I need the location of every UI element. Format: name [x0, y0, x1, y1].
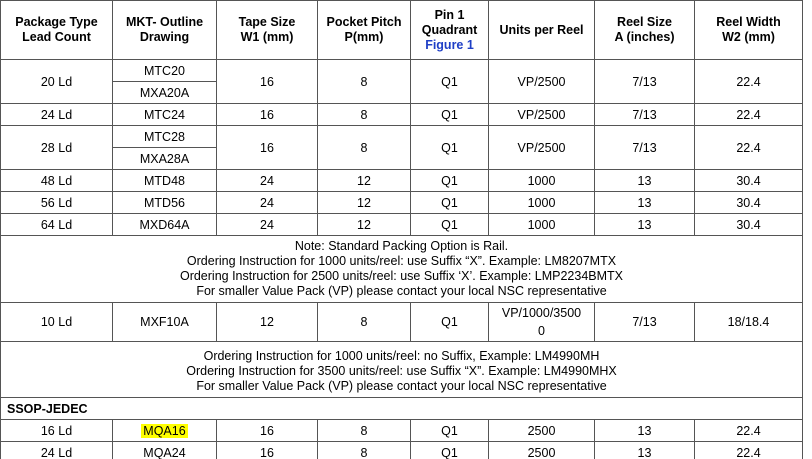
units-cell: 2500 [489, 442, 595, 459]
drawing-cell: MTC24 [113, 104, 217, 126]
table-row [1, 303, 803, 342]
section-label: SSOP-JEDEC [1, 398, 803, 420]
section-row [1, 398, 803, 420]
reel-size-cell: 13 [595, 192, 695, 214]
tape-size-cell: 16 [217, 126, 318, 170]
note-row [1, 236, 803, 303]
note-line: Ordering Instruction for 1000 units/reel: use Suffix “X”. Example: LM8207MTX [186, 254, 617, 268]
drawing-cell: MTD48 [113, 170, 217, 192]
table-row [1, 214, 803, 236]
reel-size-cell: 7/13 [595, 104, 695, 126]
units-cell: 2500 [489, 420, 595, 442]
pin-quadrant-cell: Q1 [411, 442, 489, 459]
lead-count-cell: 20 Ld [1, 60, 113, 104]
reel-size-cell: 13 [595, 442, 695, 459]
table-row [1, 442, 803, 459]
drawing-cell: MXA20A [113, 82, 217, 104]
pin-quadrant-cell: Q1 [411, 192, 489, 214]
reel-width-cell: 30.4 [695, 170, 803, 192]
note-line: Ordering Instruction for 3500 units/reel: use Suffix “X”. Example: LM4990MHX [186, 364, 617, 378]
table-row [1, 104, 803, 126]
units-cell: VP/2500 [489, 104, 595, 126]
pin-quadrant-cell: Q1 [411, 303, 489, 342]
table-row [1, 192, 803, 214]
table-row [1, 420, 803, 442]
figure-1-link[interactable]: Figure 1 [425, 37, 474, 52]
col-reel-width: Reel Width W2 (mm) [695, 1, 803, 60]
units-cell: VP/2500 [489, 60, 595, 104]
drawing-cell [113, 420, 217, 442]
col-pocket-pitch: Pocket Pitch P(mm) [318, 1, 411, 60]
units-cell: VP/1000/3500 0 [489, 303, 595, 342]
pin-quadrant-cell: Q1 [411, 60, 489, 104]
reel-width-cell: 22.4 [695, 442, 803, 459]
drawing-cell: MXF10A [113, 303, 217, 342]
table-row [1, 170, 803, 192]
reel-size-cell: 13 [595, 420, 695, 442]
units-cell: 1000 [489, 170, 595, 192]
lead-count-cell: 28 Ld [1, 126, 113, 170]
ordering-note [1, 342, 803, 398]
note-line: Ordering Instruction for 1000 units/reel: no Suffix, Example: LM4990MH [203, 349, 600, 363]
pin-quadrant-cell: Q1 [411, 104, 489, 126]
pocket-pitch-cell: 8 [318, 442, 411, 459]
pin-quadrant-cell: Q1 [411, 170, 489, 192]
tape-size-cell: 24 [217, 170, 318, 192]
tape-size-cell: 16 [217, 60, 318, 104]
pocket-pitch-cell: 12 [318, 170, 411, 192]
note-row [1, 342, 803, 398]
highlighted-drawing: MQA16 [143, 423, 186, 438]
drawing-cell: MTC20 [113, 60, 217, 82]
lead-count-cell: 24 Ld [1, 104, 113, 126]
units-cell: VP/2500 [489, 126, 595, 170]
ordering-note [1, 236, 803, 303]
reel-width-cell: 30.4 [695, 214, 803, 236]
col-lead-count: Package Type Lead Count [1, 1, 113, 60]
lead-count-cell: 64 Ld [1, 214, 113, 236]
reel-width-cell: 22.4 [695, 104, 803, 126]
reel-size-cell: 13 [595, 170, 695, 192]
pocket-pitch-cell: 12 [318, 192, 411, 214]
col-pin1-quadrant: Pin 1 Quadrant Figure 1 [411, 1, 489, 60]
reel-width-cell: 22.4 [695, 60, 803, 104]
lead-count-cell: 48 Ld [1, 170, 113, 192]
reel-width-cell: 30.4 [695, 192, 803, 214]
tape-size-cell: 24 [217, 214, 318, 236]
pocket-pitch-cell: 8 [318, 126, 411, 170]
reel-size-cell: 7/13 [595, 60, 695, 104]
pocket-pitch-cell: 8 [318, 303, 411, 342]
units-cell: 1000 [489, 192, 595, 214]
reel-width-cell: 18/18.4 [695, 303, 803, 342]
pin-quadrant-cell: Q1 [411, 214, 489, 236]
lead-count-cell: 10 Ld [1, 303, 113, 342]
drawing-cell: MXA28A [113, 148, 217, 170]
reel-width-cell: 22.4 [695, 126, 803, 170]
pin-quadrant-cell: Q1 [411, 126, 489, 170]
tape-size-cell: 16 [217, 442, 318, 459]
pocket-pitch-cell: 8 [318, 60, 411, 104]
tape-size-cell: 16 [217, 420, 318, 442]
note-line: For smaller Value Pack (VP) please contact your local NSC representative [196, 284, 607, 298]
lead-count-cell: 24 Ld [1, 442, 113, 459]
col-outline-drawing: MKT- Outline Drawing [113, 1, 217, 60]
reel-width-cell: 22.4 [695, 420, 803, 442]
pocket-pitch-cell: 8 [318, 104, 411, 126]
col-units-per-reel: Units per Reel [489, 1, 595, 60]
table-row [1, 126, 803, 148]
drawing-cell: MTC28 [113, 126, 217, 148]
lead-count-cell: 16 Ld [1, 420, 113, 442]
drawing-cell: MQA24 [113, 442, 217, 459]
note-line: Ordering Instruction for 2500 units/reel: use Suffix ‘X’. Example: LMP2234BMTX [179, 269, 624, 283]
pin-quadrant-cell: Q1 [411, 420, 489, 442]
pocket-pitch-cell: 8 [318, 420, 411, 442]
reel-size-cell: 7/13 [595, 126, 695, 170]
reel-size-cell: 13 [595, 214, 695, 236]
units-cell: 1000 [489, 214, 595, 236]
reel-size-cell: 7/13 [595, 303, 695, 342]
header-row [1, 1, 803, 60]
lead-count-cell: 56 Ld [1, 192, 113, 214]
pocket-pitch-cell: 12 [318, 214, 411, 236]
col-tape-size: Tape Size W1 (mm) [217, 1, 318, 60]
tape-size-cell: 12 [217, 303, 318, 342]
col-reel-size: Reel Size A (inches) [595, 1, 695, 60]
table-row [1, 60, 803, 82]
note-line: For smaller Value Pack (VP) please contact your local NSC representative [196, 379, 607, 393]
note-line: Note: Standard Packing Option is Rail. [294, 239, 509, 253]
tape-size-cell: 24 [217, 192, 318, 214]
drawing-cell: MXD64A [113, 214, 217, 236]
tape-size-cell: 16 [217, 104, 318, 126]
drawing-cell: MTD56 [113, 192, 217, 214]
